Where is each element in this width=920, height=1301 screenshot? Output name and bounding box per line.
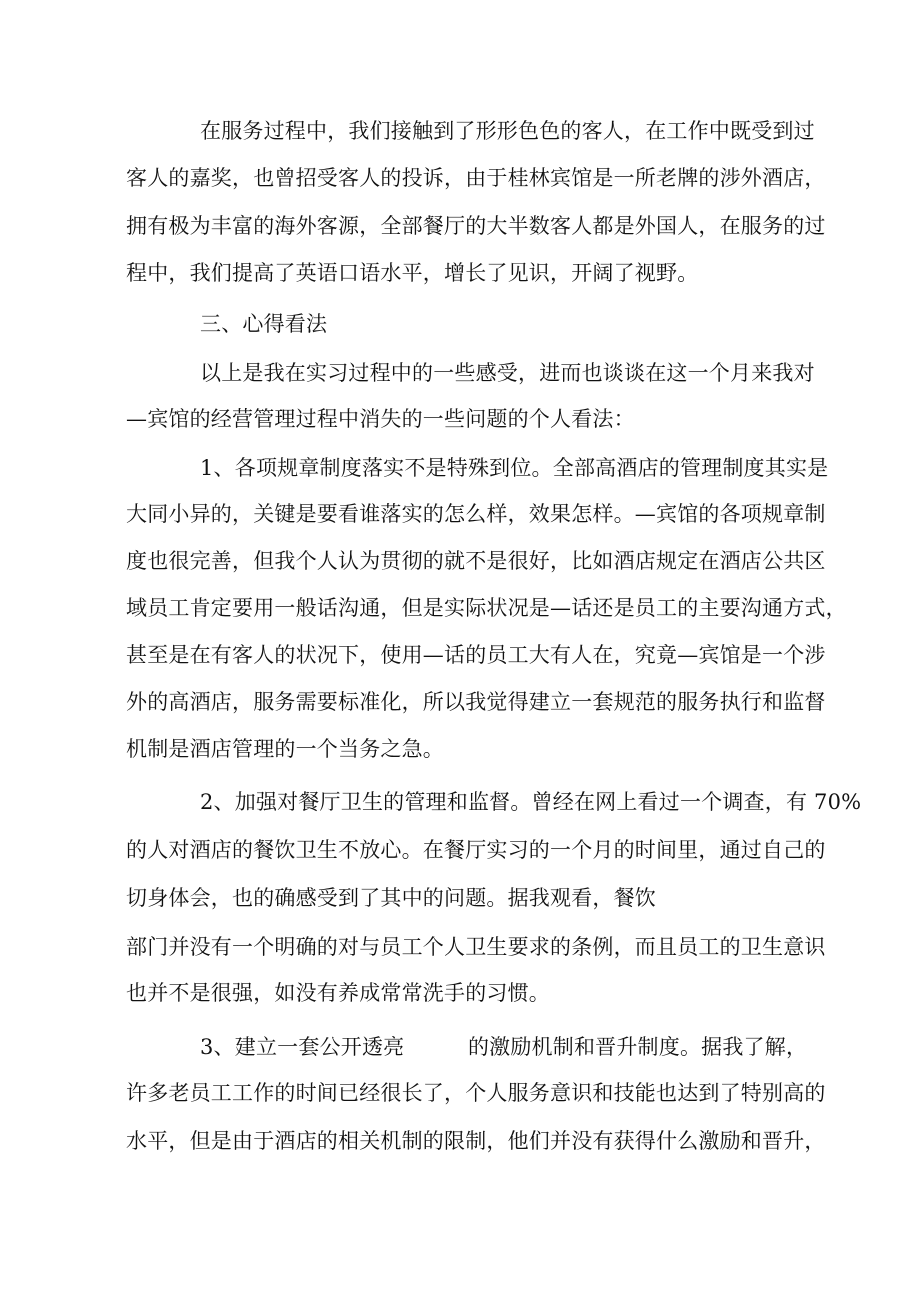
paragraph-line: 大同小异的，关键是要看谁落实的怎么样，效果怎样。—宾馆的各项规章制: [126, 502, 826, 526]
paragraph-line: 拥有极为丰富的海外客源，全部餐厅的大半数客人都是外国人，在服务的过: [126, 214, 826, 238]
paragraph-line: —宾馆的经营管理过程中消失的一些问题的个人看法：: [126, 407, 635, 431]
paragraph-line: 客人的嘉奖，也曾招受客人的投诉，由于桂林宾馆是一所老牌的涉外酒店，: [126, 166, 826, 190]
section-heading: 三、心得看法: [200, 312, 328, 336]
paragraph-line: 程中，我们提高了英语口语水平，增长了见识，开阔了视野。: [126, 261, 699, 285]
paragraph-line: 的人对酒店的餐饮卫生不放心。在餐厅实习的一个月的时间里，通过自己的: [126, 838, 826, 862]
paragraph-line: 以上是我在实习过程中的一些感受，进而也谈谈在这一个月来我对: [200, 361, 815, 385]
paragraph-line: 度也很完善，但我个人认为贯彻的就不是很好，比如酒店规定在酒店公共区: [126, 549, 826, 573]
paragraph-line: 2、加强对餐厅卫生的管理和监督。曾经在网上看过一个调查，有 70%: [200, 790, 862, 814]
paragraph-line: 3、建立一套公开透亮 的激励机制和晋升制度。据我了解，: [200, 1035, 808, 1059]
paragraph-line: 1、各项规章制度落实不是特殊到位。全部高酒店的管理制度其实是: [200, 456, 829, 480]
paragraph-line: 在服务过程中，我们接触到了形形色色的客人，在工作中既受到过: [200, 119, 815, 143]
paragraph-line: 甚至是在有客人的状况下，使用—话的员工大有人在，究竟—宾馆是一个涉: [126, 643, 826, 667]
paragraph-line: 切身体会，也的确感受到了其中的问题。据我观看，餐饮: [126, 886, 656, 910]
paragraph-line: 机制是酒店管理的一个当务之急。: [126, 737, 444, 761]
paragraph-line: 域员工肯定要用一般话沟通，但是实际状况是—话还是员工的主要沟通方式，: [126, 596, 847, 620]
paragraph-line: 许多老员工工作的时间已经很长了，个人服务意识和技能也达到了特别高的: [126, 1081, 826, 1105]
paragraph-line: 水平，但是由于酒店的相关机制的限制，他们并没有获得什么激励和晋升，: [126, 1129, 826, 1153]
paragraph-line: 也并不是很强，如没有养成常常洗手的习惯。: [126, 981, 550, 1005]
paragraph-line: 部门并没有一个明确的对与员工个人卫生要求的条例，而且员工的卫生意识: [126, 935, 826, 959]
paragraph-line: 外的高酒店，服务需要标准化，所以我觉得建立一套规范的服务执行和监督: [126, 690, 826, 714]
